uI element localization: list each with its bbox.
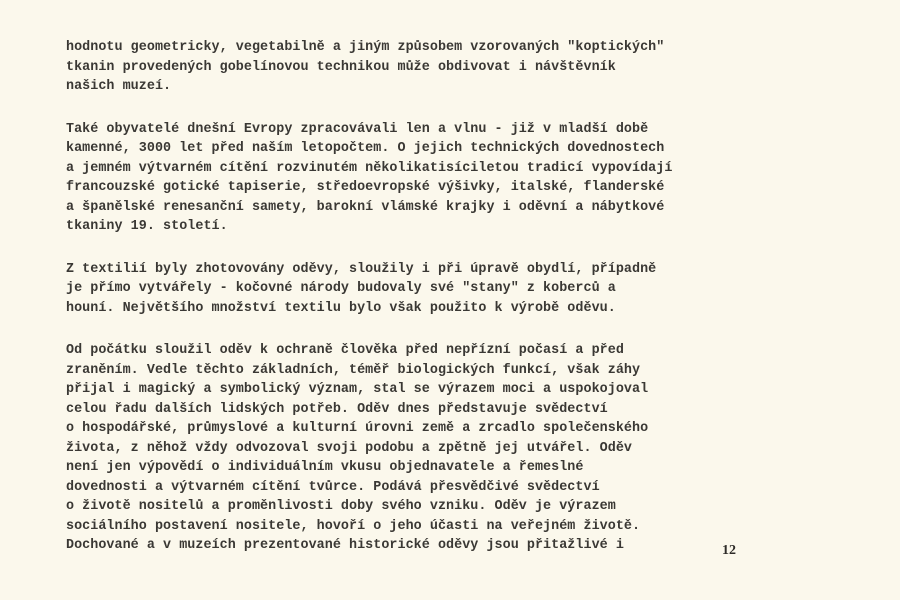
paragraph-3: [66, 260, 706, 319]
text-line: o životě nositelů a proměnlivosti doby svého vzniku. Oděv je výrazem: [66, 499, 616, 514]
text-line: a španělské renesanční samety, barokní vlámské krajky i oděvní a nábytkové: [66, 199, 665, 215]
text-line: života, z něhož vždy odvozoval svoji podobu a zpětně jej utvářel. Oděv: [66, 440, 632, 456]
paragraph-1: [66, 38, 706, 97]
text-line: hodnotu geometricky, vegetabilně a jiným způsobem vzorovaných "koptických": [66, 40, 665, 55]
text-line: tkaniny 19. století.: [66, 219, 228, 234]
text-line: o hospodářské, průmyslové a kulturní úrovni země a zrcadlo společenského: [66, 421, 649, 436]
text-line: Z textilií byly zhotovovány oděvy, sloužily i při úpravě obydlí, případně: [66, 261, 657, 277]
text-line: našich muzeí.: [66, 79, 172, 94]
text-line: zraněním. Vedle těchto základních, téměř biologických funkcí, však záhy: [66, 362, 641, 378]
text-line: dovednosti a výtvarném cítění tvůrce. Podává přesvědčivé svědectví: [66, 479, 600, 495]
text-line: není jen výpovědí o individuálním vkusu objednavatele a řemeslné: [66, 460, 584, 475]
text-line: kamenné, 3000 let před naším letopočtem. O jejich technických dovednostech: [66, 141, 665, 156]
text-line: a jemném výtvarném cítění rozvinutém několikatisíciletou tradicí vypovídají: [66, 160, 673, 176]
text-line: celou řadu dalších lidských potřeb. Oděv dnes představuje svědectví: [66, 401, 608, 417]
paragraph-4: [66, 341, 706, 556]
text-line: je přímo vytvářely - kočovné národy budovaly své "stany" z koberců a: [66, 281, 616, 296]
page-number: 12: [722, 543, 736, 558]
text-line: Od počátku sloužil oděv k ochraně člověka před nepřízní počasí a před: [66, 343, 624, 358]
text-line: tkanin provedených gobelínovou technikou může obdivovat i návštěvník: [66, 59, 616, 75]
text-line: přijal i magický a symbolický význam, stal se výrazem moci a uspokojoval: [66, 382, 649, 397]
text-line: francouzské gotické tapiserie, středoevropské výšivky, italské, flanderské: [66, 180, 665, 195]
text-line: houní. Největšího množství textilu bylo však použito k výrobě oděvu.: [66, 300, 616, 316]
paragraph-2: [66, 120, 706, 237]
text-line: Také obyvatelé dnešní Evropy zpracovávali len a vlnu - již v mladší době: [66, 121, 649, 137]
text-line: sociálního postavení nositele, hovoří o jeho účasti na veřejném životě.: [66, 518, 641, 534]
body-text: [66, 38, 706, 579]
text-line: Dochované a v muzeích prezentované historické oděvy jsou přitažlivé i: [66, 538, 624, 553]
